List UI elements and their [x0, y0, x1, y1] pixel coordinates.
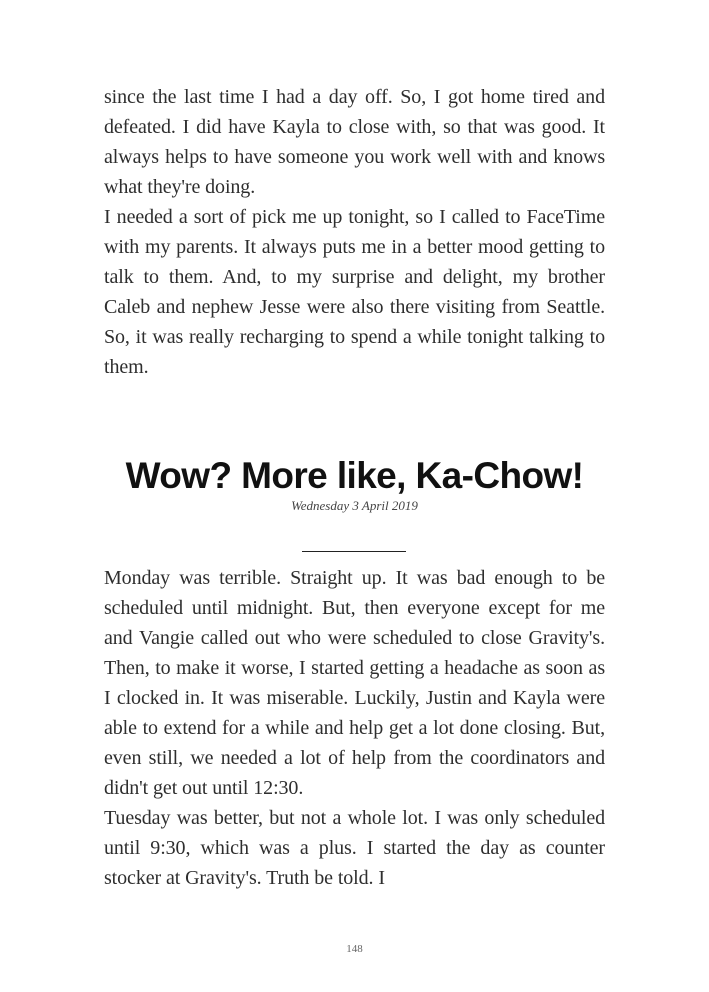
page-number: 148: [346, 943, 363, 955]
entry-date: Wednesday 3 April 2019: [291, 498, 418, 513]
paragraph: I needed a sort of pick me up tonight, so I called to FaceTime with my parents. It always puts me in a better mood getting to talk to them. And, to my surprise and delight, my brother Caleb and nephew Jesse were also there visiting from Seattle. So, it was really recharging to spend a while tonight talking to them.: [104, 206, 605, 378]
paragraph: Tuesday was better, but not a whole lot. I was only scheduled until 9:30, which was a plus. I started the day as counter stocker at Gravity's. Truth be told. I: [104, 807, 605, 889]
entry-body: [104, 563, 605, 893]
paragraph: Monday was terrible. Straight up. It was bad enough to be scheduled until midnight. But, then everyone except for me and Vangie called out who were scheduled to close Gravity's. Then, to make it worse, I started getting a headache as soon as I clocked in. It was miserable. Luckily, Justin and Kayla were able to extend for a while and help get a lot done closing. But, even still, we needed a lot of help from the coordinators and didn't get out until 12:30.: [104, 567, 605, 799]
paragraph: since the last time I had a day off. So, I got home tired and defeated. I did have Kayla to close with, so that was good. It always helps to have someone you work well with and knows what they're doing.: [104, 86, 605, 198]
title-divider: [302, 551, 406, 552]
entry-title: Wow? More like, Ka-Chow!: [125, 455, 584, 496]
previous-entry-text: [104, 82, 605, 382]
